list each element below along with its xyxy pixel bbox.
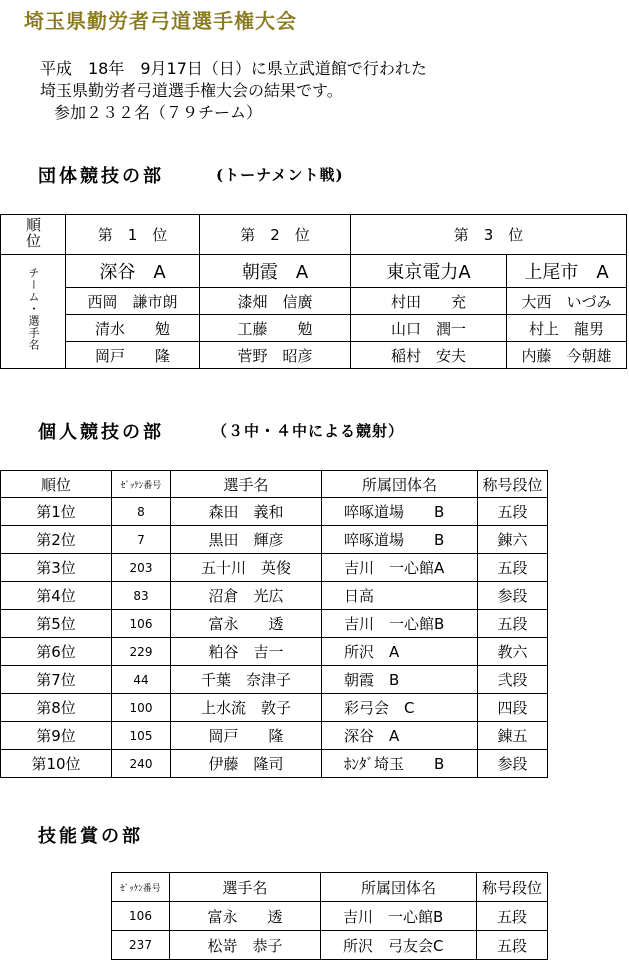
table-header-row [112,873,548,902]
member-row [1,342,627,369]
intro-text [40,58,427,124]
intro-line-2: 埼玉県勤労者弓道選手権大会の結果です。 [40,81,343,100]
grade-cell: 五段 [477,902,548,931]
column-header: ｾﾞｯｹﾝ番号 [112,873,170,902]
club-cell: 啐啄道場 B [322,526,478,554]
team-results-table [0,214,627,369]
intro-line-1: 平成 18年 9月17日（日）に県立武道館で行われた [40,59,427,78]
grade-cell: 五段 [478,554,548,582]
rank-cell: 第9位 [1,722,112,750]
club-cell: 彩弓会 C [322,694,478,722]
rank-header: 順位 [1,215,66,255]
player-name-cell: 黒田 輝彦 [171,526,322,554]
grade-cell: 五段 [478,498,548,526]
member-name: 村田 充 [351,288,507,315]
member-name: 大西 いづみ [507,288,627,315]
table-row [1,554,548,582]
bib-number-cell: 83 [112,582,171,610]
member-row [1,315,627,342]
club-cell: 吉川 一心館B [322,610,478,638]
club-cell: 啐啄道場 B [322,498,478,526]
table-row [112,902,548,931]
team-name: 東京電力A [351,255,507,288]
grade-cell: 四段 [478,694,548,722]
table-row [1,638,548,666]
table-row [1,498,548,526]
page-title: 埼玉県勤労者弓道選手権大会 [24,9,297,33]
award-results-table [111,872,548,960]
club-cell: ﾎﾝﾀﾞ埼玉 B [322,750,478,778]
column-header: 称号段位 [478,471,548,498]
column-header: 称号段位 [477,873,548,902]
bib-number-cell: 7 [112,526,171,554]
bib-number-cell: 106 [112,610,171,638]
individual-section-heading: 個人競技の部 [38,422,164,443]
table-row [1,610,548,638]
player-name-cell: 沼倉 光広 [171,582,322,610]
grade-cell: 五段 [477,931,548,960]
grade-cell: 弐段 [478,666,548,694]
team-section-heading: 団体競技の部 [38,166,164,187]
club-cell: 朝霞 B [322,666,478,694]
grade-cell: 参段 [478,750,548,778]
member-name: 漆畑 信廣 [200,288,351,315]
club-cell: 吉川 一心館B [321,902,477,931]
player-name-cell: 粕谷 吉一 [171,638,322,666]
member-name: 菅野 昭彦 [200,342,351,369]
member-name: 内藤 今朝雄 [507,342,627,369]
rank-cell: 第6位 [1,638,112,666]
club-cell: 吉川 一心館A [322,554,478,582]
bib-number-cell: 44 [112,666,171,694]
bib-number-cell: 105 [112,722,171,750]
table-row [1,526,548,554]
player-name-cell: 伊藤 隆司 [171,750,322,778]
table-row [1,750,548,778]
member-name: 山口 潤一 [351,315,507,342]
place-3-header: 第 3 位 [351,215,627,255]
column-header: 順位 [1,471,112,498]
individual-results-table [0,470,548,778]
player-name-cell: 岡戸 隆 [171,722,322,750]
club-cell: 日高 [322,582,478,610]
bib-number-cell: 203 [112,554,171,582]
table-header-row [1,215,627,255]
player-name-cell: 森田 義和 [171,498,322,526]
team-section-subtitle: (トーナメント戦) [216,166,344,184]
team-name: 深谷 A [66,255,200,288]
table-row [1,666,548,694]
member-row [1,288,627,315]
award-section-heading: 技能賞の部 [38,826,143,847]
side-label: チーム・選手名 [1,255,66,369]
rank-cell: 第5位 [1,610,112,638]
individual-section-subtitle: （３中・４中による競射） [212,422,405,440]
place-1-header: 第 1 位 [66,215,200,255]
rank-cell: 第7位 [1,666,112,694]
table-row [112,931,548,960]
table-row [1,722,548,750]
club-cell: 深谷 A [322,722,478,750]
member-name: 岡戸 隆 [66,342,200,369]
team-name-row [1,255,627,288]
place-2-header: 第 2 位 [200,215,351,255]
bib-number-cell: 8 [112,498,171,526]
grade-cell: 五段 [478,610,548,638]
bib-number-cell: 106 [112,902,170,931]
player-name-cell: 富永 透 [171,610,322,638]
member-name: 稲村 安夫 [351,342,507,369]
member-name: 清水 勉 [66,315,200,342]
member-name: 西岡 謙市朗 [66,288,200,315]
grade-cell: 錬五 [478,722,548,750]
member-name: 工藤 勉 [200,315,351,342]
player-name-cell: 五十川 英俊 [171,554,322,582]
column-header: 所属団体名 [322,471,478,498]
bib-number-cell: 100 [112,694,171,722]
column-header: 選手名 [170,873,321,902]
club-cell: 所沢 弓友会C [321,931,477,960]
grade-cell: 錬六 [478,526,548,554]
bib-number-cell: 240 [112,750,171,778]
rank-cell: 第10位 [1,750,112,778]
rank-cell: 第4位 [1,582,112,610]
column-header: ｾﾞｯｹﾝ番号 [112,471,171,498]
grade-cell: 教六 [478,638,548,666]
rank-cell: 第8位 [1,694,112,722]
team-name: 朝霞 A [200,255,351,288]
bib-number-cell: 237 [112,931,170,960]
player-name-cell: 千葉 奈津子 [171,666,322,694]
rank-cell: 第2位 [1,526,112,554]
rank-cell: 第1位 [1,498,112,526]
column-header: 所属団体名 [321,873,477,902]
rank-cell: 第3位 [1,554,112,582]
intro-line-3: 参加２３２名（７９チーム） [54,103,263,122]
table-header-row [1,471,548,498]
team-name: 上尾市 A [507,255,627,288]
club-cell: 所沢 A [322,638,478,666]
table-row [1,694,548,722]
table-row [1,582,548,610]
player-name-cell: 松嵜 恭子 [170,931,321,960]
grade-cell: 参段 [478,582,548,610]
player-name-cell: 上水流 敦子 [171,694,322,722]
bib-number-cell: 229 [112,638,171,666]
column-header: 選手名 [171,471,322,498]
player-name-cell: 富永 透 [170,902,321,931]
member-name: 村上 龍男 [507,315,627,342]
